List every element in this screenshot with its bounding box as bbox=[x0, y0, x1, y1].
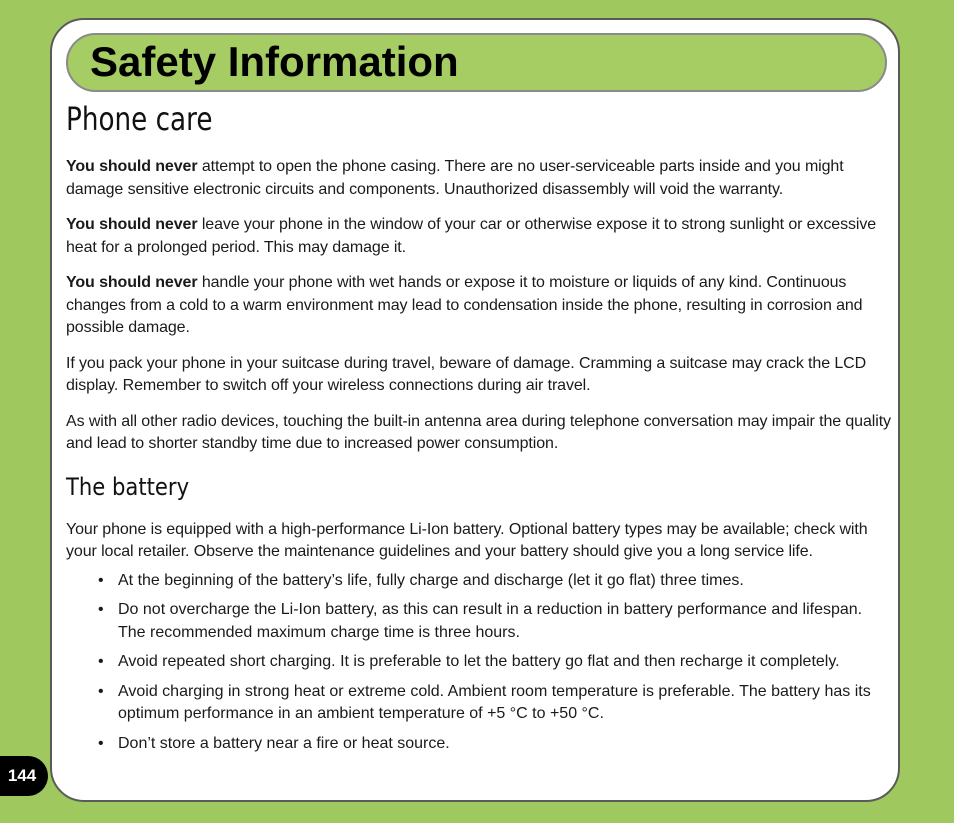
paragraph-text: handle your phone with wet hands or expose it to moisture or liquids of any kind. Continuous changes from a cold to a warm environment may lead to condensation inside the phone, resulting in corrosion and possible damage. bbox=[66, 274, 863, 336]
phone-care-paragraph-1 bbox=[66, 156, 892, 201]
bullet-icon: • bbox=[98, 682, 104, 700]
emphasis-lead: You should never bbox=[66, 216, 198, 233]
list-item bbox=[66, 681, 892, 726]
phone-care-paragraph-4: If you pack your phone in your suitcase during travel, beware of damage. Cramming a suitcase may crack the LCD display. Remember to switch off your wireless connections during air travel. bbox=[66, 354, 867, 394]
list-item bbox=[66, 733, 892, 756]
list-item bbox=[66, 599, 892, 644]
page-title: Safety Information bbox=[90, 38, 459, 85]
list-item-text: Avoid charging in strong heat or extreme cold. Ambient room temperature is preferable. The battery has its optimum performance in an ambient temperature of +5 °C to +50 °C. bbox=[118, 682, 871, 722]
content-area bbox=[66, 96, 892, 762]
bullet-icon: • bbox=[98, 601, 104, 618]
list-item-text: Don’t store a battery near a fire or heat source. bbox=[118, 734, 450, 752]
bullet-icon: • bbox=[98, 734, 104, 752]
section-heading-phone-care: Phone care bbox=[66, 100, 213, 138]
phone-care-paragraph-5: As with all other radio devices, touching the built-in antenna area during telephone conversation may impair the quality and lead to shorter standby time due to increased power consumption. bbox=[66, 412, 891, 452]
section-heading-battery: The battery bbox=[66, 472, 190, 501]
list-item bbox=[66, 651, 892, 674]
list-item-text: At the beginning of the battery’s life, fully charge and discharge (let it go flat) three times. bbox=[118, 571, 744, 589]
list-item-text: Avoid repeated short charging. It is preferable to let the battery go flat and then recharge it completely. bbox=[118, 653, 840, 670]
phone-care-paragraph-3 bbox=[66, 272, 892, 340]
paragraph-text: leave your phone in the window of your car or otherwise expose it to strong sunlight or excessive heat for a prolonged period. This may damage it. bbox=[66, 216, 877, 256]
battery-guidelines-list bbox=[66, 570, 892, 756]
paragraph-text: attempt to open the phone casing. There are no user-serviceable parts inside and you might damage sensitive electronic circuits and components. Unauthorized disassembly will void the warranty. bbox=[66, 158, 844, 198]
bullet-icon: • bbox=[98, 571, 104, 589]
list-item bbox=[66, 570, 892, 593]
emphasis-lead: You should never bbox=[66, 158, 198, 175]
list-item-text: Do not overcharge the Li-Ion battery, as this can result in a reduction in battery performance and lifespan. The recommended maximum charge time is three hours. bbox=[118, 601, 863, 641]
emphasis-lead: You should never bbox=[66, 274, 198, 291]
page-number-tab: 144 bbox=[0, 756, 48, 796]
title-banner bbox=[66, 33, 887, 92]
battery-intro-paragraph: Your phone is equipped with a high-performance Li-Ion battery. Optional battery types may be available; check with your local retailer. Observe the maintenance guidelines and your battery should give you a long service life. bbox=[66, 520, 868, 560]
bullet-icon: • bbox=[98, 653, 104, 670]
phone-care-paragraph-2 bbox=[66, 214, 892, 259]
